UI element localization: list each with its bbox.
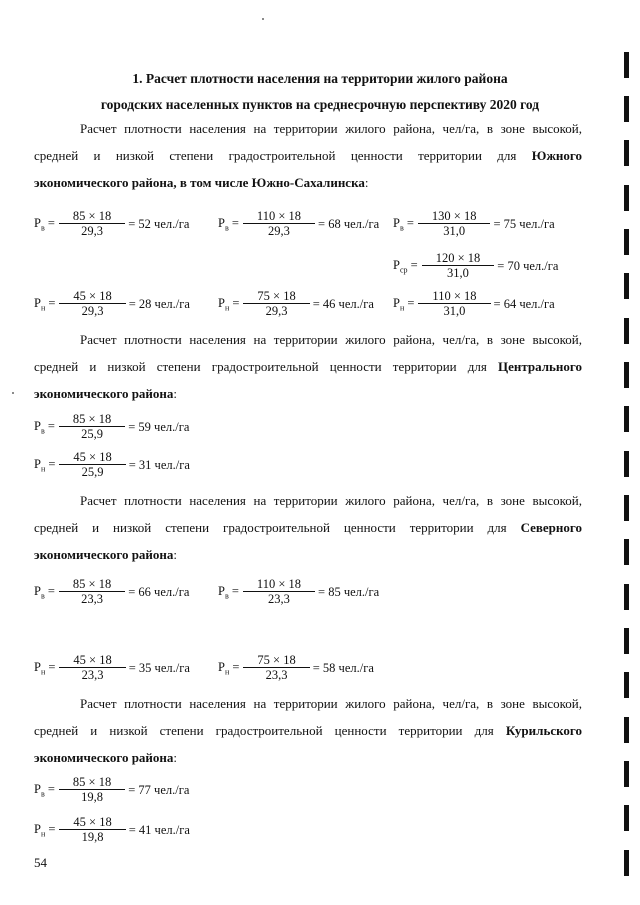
formula-result: = 75 чел./га bbox=[493, 216, 555, 231]
formula-lhs: $P_н$ = bbox=[34, 456, 56, 474]
formula-lhs: $P_{ср}$ = bbox=[393, 257, 418, 275]
formula bbox=[34, 776, 189, 804]
formula bbox=[393, 252, 558, 280]
fraction-numerator: 85 × 18 bbox=[59, 413, 125, 427]
region-name: Курильского экономического района bbox=[34, 723, 582, 765]
formula-lhs: $P_в$ = bbox=[393, 215, 414, 233]
formula bbox=[393, 290, 555, 318]
fraction-denominator: 31,0 bbox=[443, 304, 466, 318]
formula bbox=[218, 654, 374, 682]
scan-mark bbox=[624, 273, 629, 299]
formula-result: = 35 чел./га bbox=[128, 660, 190, 675]
scan-mark bbox=[624, 495, 629, 521]
formula-result: = 31 чел./га bbox=[128, 457, 190, 472]
scan-mark bbox=[624, 229, 629, 255]
formula-result: = 46 чел./га bbox=[312, 296, 374, 311]
fraction-numerator: 85 × 18 bbox=[59, 210, 125, 224]
fraction-denominator: 23,3 bbox=[81, 592, 104, 606]
formula bbox=[34, 451, 190, 479]
fraction bbox=[243, 290, 309, 318]
paragraph-north: Расчет плотности населения на территории жилого района, чел/га, в зоне высокой, средней и низкой степени градостроительной ценности территории для Северного экономического района: bbox=[34, 493, 582, 562]
fraction bbox=[418, 290, 490, 318]
formula-lhs: $P_в$ = bbox=[34, 215, 55, 233]
fraction bbox=[59, 654, 125, 682]
scan-speck bbox=[12, 392, 14, 394]
scan-mark bbox=[624, 185, 629, 211]
formula bbox=[218, 290, 374, 318]
formula-lhs: $P_н$ = bbox=[218, 295, 240, 313]
formula bbox=[34, 210, 189, 238]
fraction-denominator: 23,3 bbox=[265, 668, 288, 682]
scan-speck bbox=[262, 18, 264, 20]
formula-lhs: $P_в$ = bbox=[34, 583, 55, 601]
scan-mark bbox=[624, 717, 629, 743]
region-name: Центрального экономического района bbox=[34, 359, 582, 401]
formula bbox=[34, 654, 190, 682]
fraction-numerator: 110 × 18 bbox=[418, 290, 490, 304]
formula-lhs: $P_в$ = bbox=[218, 583, 239, 601]
fraction bbox=[243, 654, 309, 682]
formula-lhs: $P_в$ = bbox=[218, 215, 239, 233]
fraction-numerator: 75 × 18 bbox=[243, 654, 309, 668]
fraction-numerator: 110 × 18 bbox=[243, 210, 315, 224]
fraction-denominator: 29,3 bbox=[81, 224, 104, 238]
fraction bbox=[59, 413, 125, 441]
fraction bbox=[59, 578, 125, 606]
formula-result: = 52 чел./га bbox=[128, 216, 190, 231]
formula bbox=[34, 816, 190, 844]
formula-lhs: $P_н$ = bbox=[34, 659, 56, 677]
scan-mark bbox=[624, 628, 629, 654]
formula bbox=[218, 210, 379, 238]
title-line-2: городских населенных пунктов на среднесрочную перспективу 2020 год bbox=[100, 97, 540, 112]
scan-mark bbox=[624, 52, 629, 78]
fraction bbox=[243, 578, 315, 606]
scan-mark bbox=[624, 539, 629, 565]
formula bbox=[393, 210, 555, 238]
formula-result: = 59 чел./га bbox=[128, 419, 190, 434]
fraction-numerator: 75 × 18 bbox=[243, 290, 309, 304]
fraction-numerator: 45 × 18 bbox=[59, 451, 125, 465]
fraction-denominator: 29,3 bbox=[265, 304, 288, 318]
fraction-numerator: 45 × 18 bbox=[59, 654, 125, 668]
paragraph-south: Расчет плотности населения на территории жилого района, чел/га, в зоне высокой, средней и низкой степени градостроительной ценности территории для Южного экономического района, в том числе Южно-Сахалинска: bbox=[34, 121, 582, 190]
scan-mark bbox=[624, 140, 629, 166]
formula-lhs: $P_н$ = bbox=[393, 295, 415, 313]
fraction-denominator: 31,0 bbox=[443, 224, 466, 238]
formula-lhs: $P_в$ = bbox=[34, 418, 55, 436]
fraction-numerator: 85 × 18 bbox=[59, 776, 125, 790]
fraction-denominator: 29,3 bbox=[81, 304, 104, 318]
fraction-numerator: 45 × 18 bbox=[59, 290, 125, 304]
scan-mark bbox=[624, 850, 629, 876]
scan-mark bbox=[624, 362, 629, 388]
scan-mark bbox=[624, 805, 629, 831]
formula bbox=[218, 578, 379, 606]
fraction bbox=[59, 290, 125, 318]
scan-mark bbox=[624, 318, 629, 344]
scan-mark bbox=[624, 406, 629, 432]
formula-lhs: $P_н$ = bbox=[34, 295, 56, 313]
formula-result: = 28 чел./га bbox=[128, 296, 190, 311]
fraction bbox=[59, 776, 125, 804]
fraction-denominator: 29,3 bbox=[268, 224, 290, 238]
fraction bbox=[243, 210, 315, 238]
paragraph-kuril: Расчет плотности населения на территории жилого района, чел/га, в зоне высокой, средней и низкой степени градостроительной ценности территории для Курильского экономического района: bbox=[34, 696, 582, 765]
fraction-numerator: 110 × 18 bbox=[243, 578, 315, 592]
region-name: Северного экономического района bbox=[34, 520, 582, 562]
scan-mark bbox=[624, 761, 629, 787]
scan-mark bbox=[624, 672, 629, 698]
fraction-numerator: 45 × 18 bbox=[59, 816, 125, 830]
fraction-denominator: 25,9 bbox=[81, 427, 104, 441]
fraction-denominator: 25,9 bbox=[81, 465, 104, 479]
formula bbox=[34, 290, 190, 318]
fraction-numerator: 130 × 18 bbox=[418, 210, 491, 224]
formula-lhs: $P_н$ = bbox=[218, 659, 240, 677]
fraction bbox=[59, 816, 125, 844]
scan-mark bbox=[624, 96, 629, 122]
scan-mark bbox=[624, 451, 629, 477]
formula bbox=[34, 413, 189, 441]
fraction-numerator: 120 × 18 bbox=[422, 252, 495, 266]
formula-lhs: $P_в$ = bbox=[34, 781, 55, 799]
formula-result: = 64 чел./га bbox=[493, 296, 555, 311]
formula-result: = 70 чел./га bbox=[497, 258, 559, 273]
fraction bbox=[422, 252, 495, 280]
page-number: 54 bbox=[34, 855, 47, 870]
formula bbox=[34, 578, 189, 606]
fraction-denominator: 23,3 bbox=[268, 592, 290, 606]
formula-result: = 77 чел./га bbox=[128, 782, 190, 797]
fraction-denominator: 19,8 bbox=[81, 790, 104, 804]
scan-mark bbox=[624, 584, 629, 610]
fraction bbox=[59, 210, 125, 238]
fraction-denominator: 19,8 bbox=[81, 830, 104, 844]
fraction-numerator: 85 × 18 bbox=[59, 578, 125, 592]
formula-result: = 68 чел./га bbox=[318, 216, 380, 231]
fraction-denominator: 31,0 bbox=[447, 266, 469, 280]
fraction bbox=[59, 451, 125, 479]
formula-result: = 58 чел./га bbox=[312, 660, 374, 675]
formula-result: = 41 чел./га bbox=[128, 822, 190, 837]
fraction-denominator: 23,3 bbox=[81, 668, 104, 682]
paragraph-central: Расчет плотности населения на территории жилого района, чел/га, в зоне высокой, средней и низкой степени градостроительной ценности территории для Центрального экономического района: bbox=[34, 332, 582, 401]
section-title bbox=[60, 66, 580, 118]
formula-lhs: $P_н$ = bbox=[34, 821, 56, 839]
title-line-1: 1. Расчет плотности населения на территории жилого района bbox=[132, 71, 508, 86]
formula-result: = 85 чел./га bbox=[318, 584, 380, 599]
fraction bbox=[418, 210, 491, 238]
formula-result: = 66 чел./га bbox=[128, 584, 190, 599]
region-name: Южного экономического района, в том числе Южно-Сахалинска bbox=[34, 148, 582, 190]
